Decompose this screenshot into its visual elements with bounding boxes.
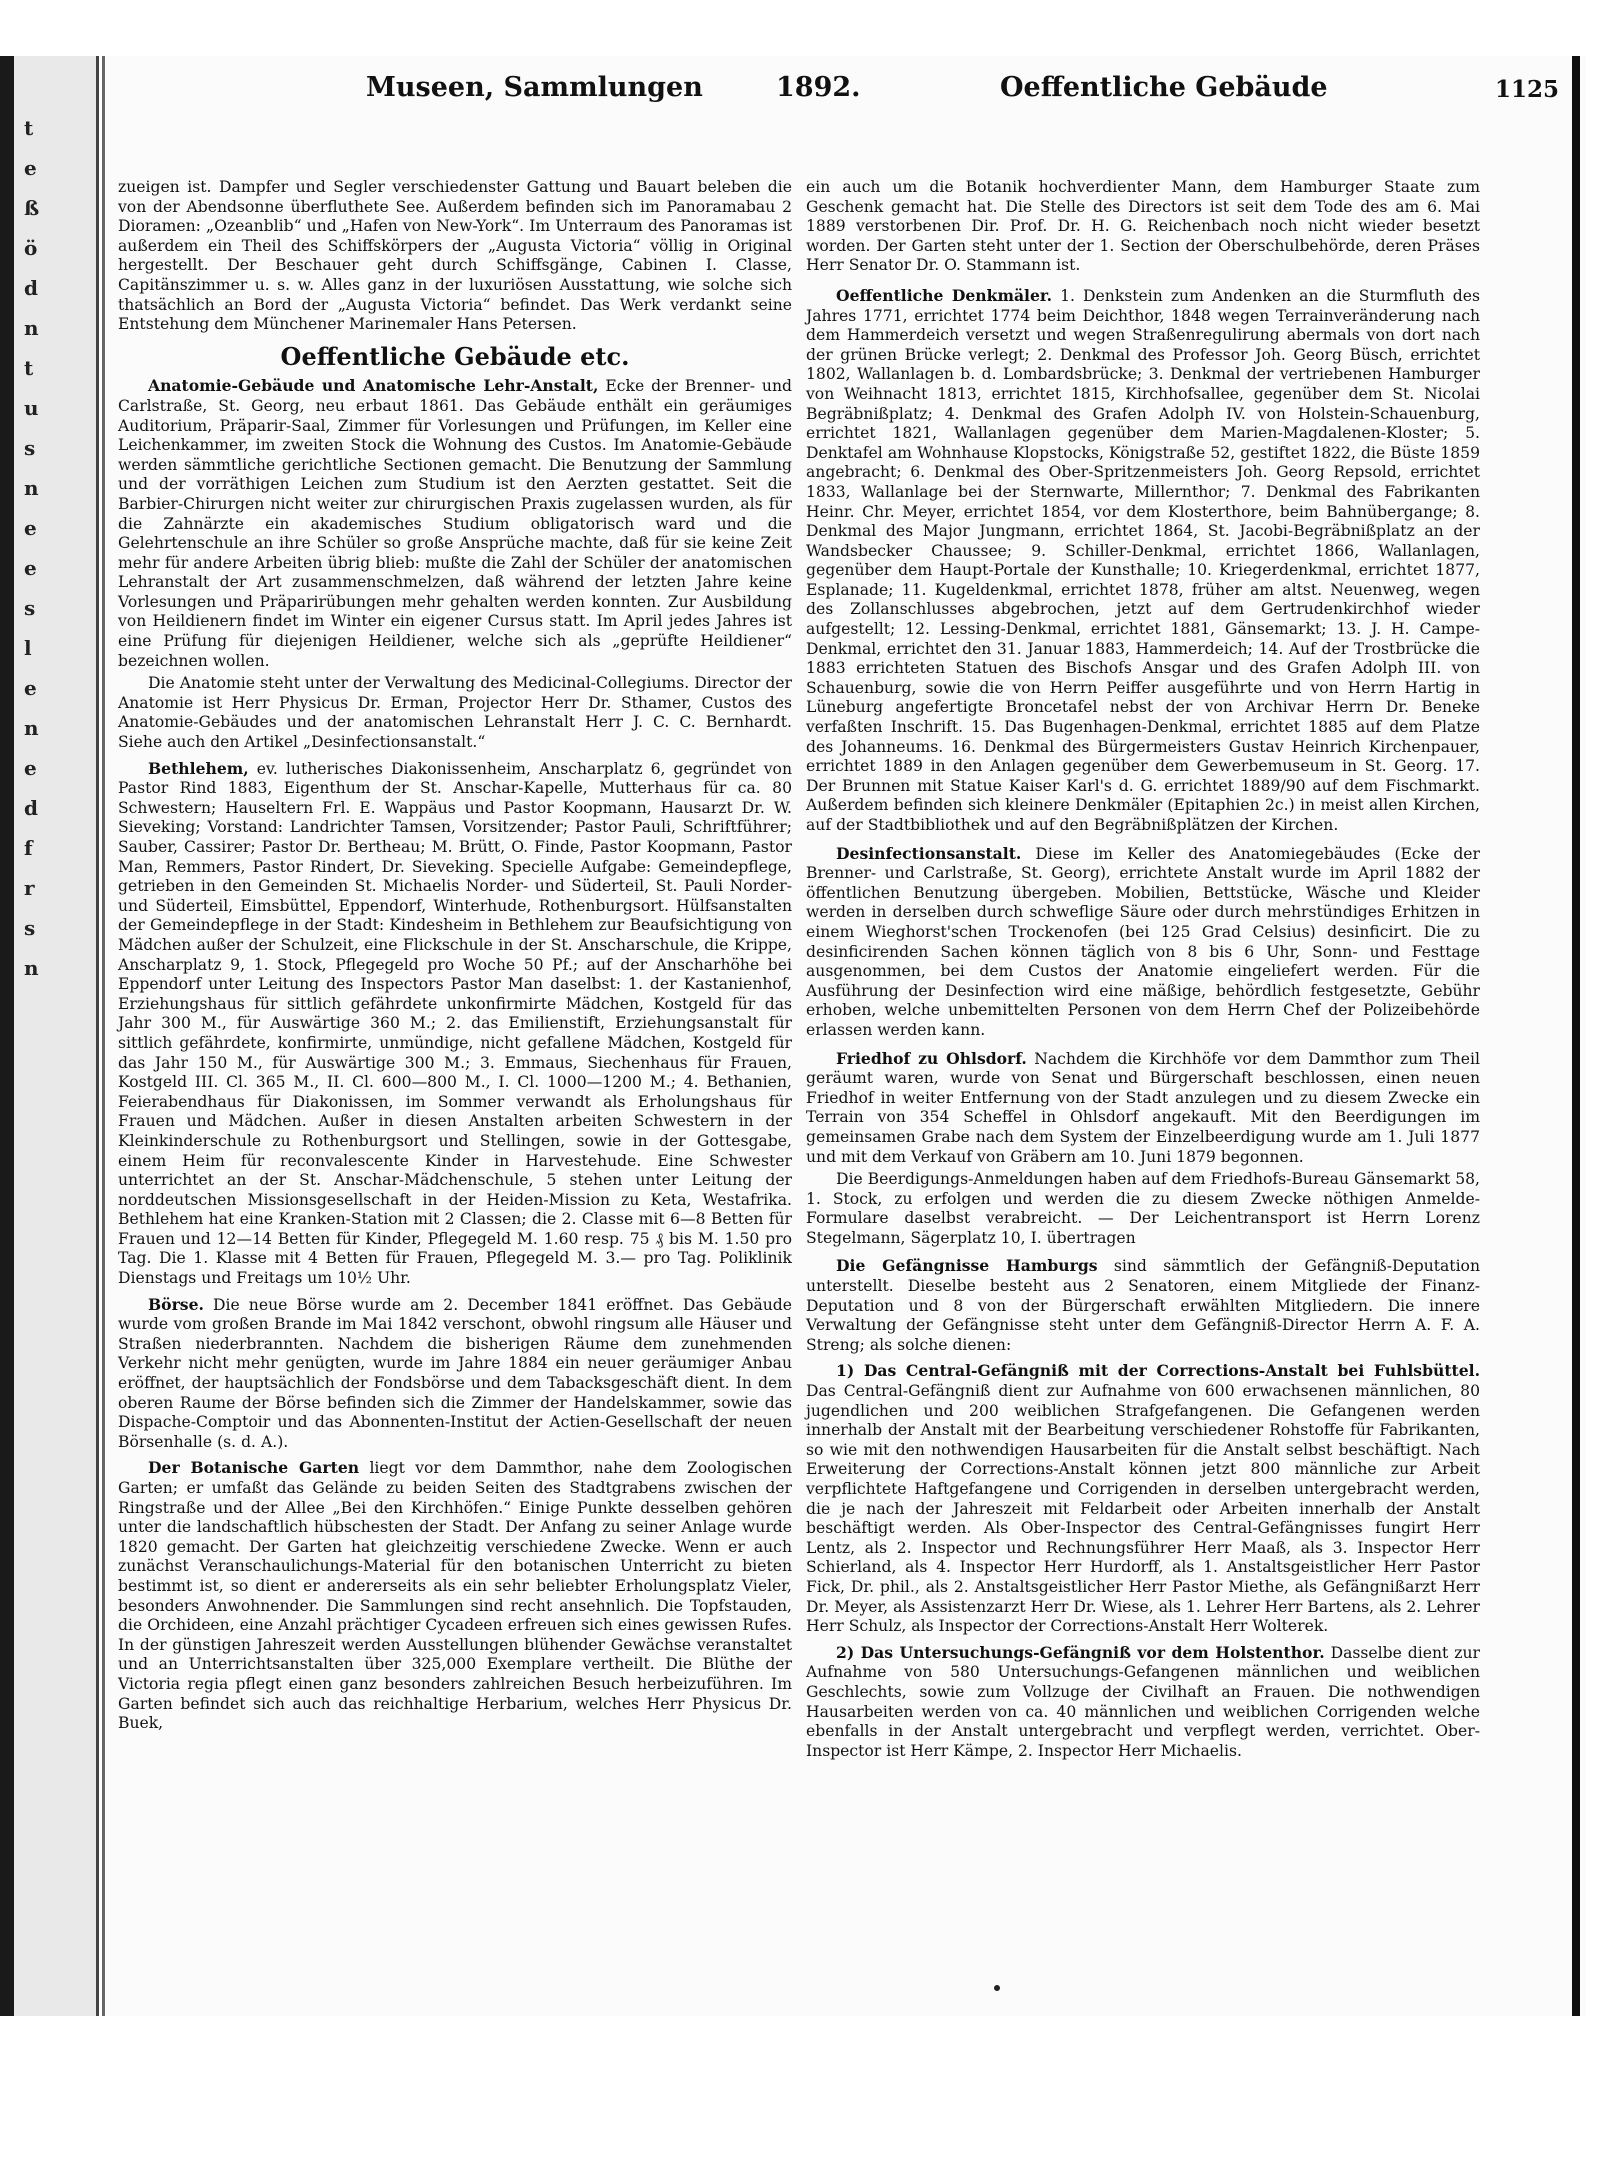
- book-gutter: [102, 56, 105, 2016]
- friedhof-text: Nachdem die Kirchhöfe vor dem Dammthor zum Theil geräumt waren, wurde von Senat und Bürgerschaft beschlossen, einen neuen Friedhof in weiter Entfernung von der Stadt anzulegen und zu diesem Zwecke ein Terrain von 354 Scheffel in Ohlsdorf angekauft. Mit den Beerdigungen im gemeinsamen Grabe nach dem System der Einzelbeerdigung wurde am 1. Juli 1877 und mit dem Verkauf von Gräbern am 10. Juni 1879 begonnen.: [806, 1049, 1480, 1166]
- desinfection-entry: [806, 844, 1480, 1041]
- prev-page-fragment: u: [24, 396, 39, 420]
- header-year: 1892.: [776, 72, 861, 103]
- section-heading: Oeffentliche Gebäude etc.: [280, 341, 630, 371]
- denkmaeler-text: 1. Denkstein zum Andenken an die Sturmfluth des Jahres 1771, errichtet 1774 beim Deichthor, 1848 wegen Terrainveränderung nach dem Hammerdeich versetzt und wegen Straßenregulirung abermals von dort nach der grünen Brücke verlegt; 2. Denkmal des Professor Joh. Georg Büsch, errichtet 1802, Wallanlagen b. d. Lombardsbrücke; 3. Denkmal der vertriebenen Hamburger von Weihnacht 1813, errichtet 1815, Kirchhofsallee, gegenüber dem St. Nicolai Begräbnißplatz; 4. Denkmal des Grafen Adolph IV. von Holstein-Schauenburg, errichtet 1821, Wallanlagen gegenüber dem Marien-Magdalenen-Kloster; 5. Denktafel am Wohnhause Klopstocks, Königstraße 52, gestiftet 1822, die Büste 1859 angebracht; 6. Denkmal des Ober-Spritzenmeisters Joh. Georg Repsold, errichtet 1833, Wallanlage bei der Sternwarte, Millernthor; 7. Denkmal des Fabrikanten Heinr. Chr. Meyer, errichtet 1854, vor dem Klosterthore, beim Bahnübergange; 8. Denkmal des Major Jungmann, errichtet 1864, St. Jacobi-Begräbnißplatz an der Wandsbecker Chaussee; 9. Schiller-Denkmal, errichtet 1866, Wallanlagen, gegenüber dem Haupt-Portale der Kunsthalle; 10. Kriegerdenkmal, errichtet 1877, Esplanade; 11. Kugeldenkmal, errichtet 1878, früher am altst. Neuenweg, wegen des Zollanschlusses abgebrochen, jetzt auf dem Gertrudenkirchhof wieder aufgestellt; 12. Lessing-Denkmal, errichtet 1881, Gänsemarkt; 13. J. H. Campe-Denkmal, errichtet den 31. Januar 1883, Hammerdeich; 14. Auf der Trostbrücke die 1883 errichteten Statuen des Bischofs Ansgar und des Grafen Adolph III. von Schauenburg, sowie die von Herrn Peiffer ausgeführte und von Herrn Hartig in Lüneburg angefertigte Broncetafel nebst der von Archivar Herrn Dr. Beneke verfaßten Inschrift. 15. Das Bugenhagen-Denkmal, errichtet 1885 auf dem Platze des Johanneums. 16. Denkmal des Bürgermeisters Gustav Heinrich Kirchenpauer, errichtet 1889 in den Anlagen gegenüber dem Gewerbemuseum in St. Georg. 17. Der Brunnen mit Statue Kaiser Karl's d. G. errichtet 1889/90 auf dem Fischmarkt. Außerdem befinden sich kleinere Denkmäler (Epitaphien 2c.) in meist allen Kirchen, auf der Stadtbibliothek und auf den Begräbnißplätzen der Kirchen.: [806, 286, 1480, 834]
- botanischer-garten-title: Der Botanische Garten: [148, 1458, 360, 1478]
- prev-page-fragment: e: [24, 156, 37, 180]
- gefaengnisse-text: sind sämmtlich der Gefängniß-Deputation unterstellt. Dieselbe besteht aus 2 Senatoren, einem Mitgliede der Finanz-Deputation und 8 von der Bürgerschaft erwählten Mitgliedern. Die innere Verwaltung der Gefängnisse steht unter dem Gefängniß-Director Herrn A. F. A. Streng; als solche dienen:: [806, 1257, 1480, 1354]
- prev-page-fragment: s: [24, 596, 36, 620]
- prev-page-fragment: e: [24, 676, 37, 700]
- gefaengnisse-entry: [806, 1256, 1480, 1355]
- prev-page-fragment: s: [24, 916, 36, 940]
- right-column: [806, 178, 1480, 1764]
- desinfection-title: Desinfectionsanstalt.: [836, 843, 1022, 863]
- gefaengnisse-title: Die Gefängnisse Hamburgs: [836, 1256, 1098, 1276]
- botanischer-garten-text: liegt vor dem Dammthor, nahe dem Zoologischen Garten; er umfaßt das Gelände zu beiden Seiten des Stadtgrabens zwischen der Ringstraße und der Allee „Bei den Kirchhöfen.“ Einige Punkte desselben gehören unter die landschaftlich hübschesten der Stadt. Der Anfang zu seiner Anlage wurde 1820 gemacht. Der Garten hat gleichzeitig verschiedene Zwecke. Wenn er auch zunächst Veranschaulichungs-Material für den botanischen Unterricht zu bieten bestimmt ist, so dient er andererseits als ein sehr beliebter Erholungsplatz Vieler, besonders Anwohnender. Die Sammlungen sind recht ansehnlich. Die Topfstauden, die Orchideen, eine Anzahl prächtiger Cycadeen erfreuen sich eines gewissen Rufes. In der günstigen Jahreszeit werden Ausstellungen blühender Gewächse veranstaltet und an Unterrichtsanstalten über 325,000 Exemplare vertheilt. Die Blüthe der Victoria regia pflegt einen ganz besonders zahlreichen Besuch herbeizuführen. Im Garten befindet sich auch das reichhaltige Herbarium, welches Herr Physicus Dr. Buek,: [118, 1459, 792, 1733]
- untersuchungs-gefaengniss-entry: [806, 1643, 1480, 1762]
- prev-page-fragment: e: [24, 556, 37, 580]
- boerse-text: Die neue Börse wurde am 2. December 1841 eröffnet. Das Gebäude wurde vom großen Brande im Mai 1842 verschont, obwohl ringsum alle Häuser und Straßen niederbrannten. Nachdem die bisherigen Räume dem zunehmenden Verkehr nicht mehr genügten, wurde im Jahre 1884 ein neuer geräumiger Anbau eröffnet, der hauptsächlich der Fondsbörse und dem Tabacksgeschäft dient. In dem oberen Raume der Börse befinden sich die Zimmer der Handelskammer, sowie das Dispache-Comptoir und das Abonnenten-Institut der Actien-Gesellschaft der neuen Börsenhalle (s. d. A.).: [118, 1295, 792, 1451]
- denkmaeler-title: Oeffentliche Denkmäler.: [836, 285, 1053, 305]
- prev-page-fragment: f: [24, 836, 33, 860]
- bethlehem-entry: [118, 759, 792, 1289]
- anatomie-administration: Die Anatomie steht unter der Verwaltung des Medicinal-Collegiums. Director der Anatomie ist Herr Physicus Dr. Erman, Projector Herr Dr. Sthamer, Custos des Anatomie-Gebäudes und der anatomischen Lehranstalt Herr J. C. C. Bernhardt. Siehe auch den Artikel „Desinfectionsanstalt.“: [118, 674, 792, 752]
- friedhof-entry: [806, 1049, 1480, 1168]
- bethlehem-text: ev. lutherisches Diakonissenheim, Anscharplatz 6, gegründet von Pastor Rind 1883, Eigenthum der St. Anschar-Kapelle, Mutterhaus für ca. 80 Schwestern; Hauseltern Frl. E. Wappäus und Pastor Koopmann, Hausarzt Dr. W. Sieveking; Vorstand: Landrichter Tamsen, Vorsitzender; Pastor Pauli, Schriftführer; Sauber, Cassirer; Pastor Dr. Bertheau; M. Brütt, O. Finde, Pastor Koopmann, Pastor Man, Remmers, Pastor Rindert, Dr. Sieveking. Specielle Aufgabe: Gemeindepflege, getrieben in den Gemeinden St. Michaelis Norder- und Süderteil, St. Pauli Norder- und Süderteil, Eimsbüttel, Eppendorf, Winterhude, Rothenburgsort. Hülfsanstalten der Gemeindepflege in der Stadt: Kindesheim in Bethlehem zur Beaufsichtigung von Mädchen außer der Schulzeit, eine Flickschule in der St. Anscharschule, die Krippe, Anscharplatz 9, 1. Stock, Pflegegeld pro Woche 50 Pf.; auf der Anscharhöhe bei Eppendorf unter Leitung des Inspectors Pastor Man daselbst: 1. der Kastanienhof, Erziehungshaus für sittlich gefährdete unkonfirmirte Mädchen, Kostgeld für das Jahr 300 M., für Auswärtige 360 M.; 2. das Emilienstift, Erziehungsanstalt für sittlich gefährdete, konfirmirte, unmündige, nicht gefallene Mädchen, Kostgeld für das Jahr 150 M., für Auswärtige 300 M.; 3. Emmaus, Siechenhaus für Frauen, Kostgeld III. Cl. 365 M., II. Cl. 600—800 M., I. Cl. 1000—1200 M.; 4. Bethanien, Feierabendhaus für Diakonissen, im Sommer verwandt als Erholungshaus für Frauen und Mädchen. Außer in diesen Anstalten arbeiten Schwestern in der Kleinkinderschule zu Rothenburgsort und Stellingen, sowie in der Gottesgabe, einem Heim für reconvalescente Kinder in Harvestehude. Eine Schwester unterrichtet an der St. Anschar-Mädchenschule, 5 stehen unter Leitung der norddeutschen Missionsgesellschaft in der Heiden-Mission zu Keta, Westafrika. Bethlehem hat eine Kranken-Station mit 2 Classen; die 2. Classe mit 6—8 Betten für Frauen und 12—14 Betten für Kinder, Pflegegeld M. 1.60 resp. 75 ₰ bis M. 1.50 pro Tag. Die 1. Klasse mit 4 Betten für Frauen, Pflegegeld M. 3.— pro Tag. Poliklinik Dienstags und Freitags um 10½ Uhr.: [118, 759, 792, 1288]
- prev-page-fragment: s: [24, 436, 36, 460]
- central-gefaengniss-entry: [806, 1361, 1480, 1636]
- boerse-entry: [118, 1295, 792, 1453]
- prev-page-fragment: t: [24, 356, 34, 380]
- prev-page-fragment: ö: [24, 236, 38, 260]
- anatomie-entry: [118, 376, 792, 671]
- scanner-left-edge: [0, 56, 14, 2016]
- scanner-right-edge: [1572, 56, 1580, 2016]
- page-footer-dot: [994, 1985, 1000, 1991]
- prev-page-fragment: t: [24, 116, 34, 140]
- untersuchungs-gefaengniss-title: 2) Das Untersuchungs-Gefängniß vor dem Holstenthor.: [836, 1642, 1325, 1662]
- prev-page-fragment: d: [24, 796, 38, 820]
- central-gefaengniss-text: Das Central-Gefängniß dient zur Aufnahme von 600 erwachsenen männlichen, 80 jugendlichen und 200 weiblichen Strafgefangenen. Die Gefangenen werden innerhalb der Anstalt mit der Bearbeitung verschiedener Rohstoffe für Fabrikanten, so wie mit den nothwendigen Hausarbeiten für die Anstalt selbst beschäftigt. Nach Erweiterung der Corrections-Anstalt können jetzt 800 männliche zur Arbeit verpflichtete Haftgefangene und Corrigenden in derselben untergebracht werden, die je nach der Jahreszeit mit Feldarbeit oder Arbeiten innerhalb der Anstalt beschäftigt werden. Als Ober-Inspector des Central-Gefängnisses fungirt Herr Lentz, als 2. Inspector und Rechnungsführer Herr Maaß, als 3. Inspector Herr Schierland, als 4. Inspector Herr Hurdorff, als 1. Anstaltsgeistlicher Herr Pastor Fick, Dr. phil., als 2. Anstaltsgeistlicher Herr Pastor Miethe, als Gefängnißarzt Herr Dr. Meyer, als Assistenzarzt Herr Dr. Wiese, als 1. Lehrer Herr Bartens, als 2. Lehrer Herr Schulz, als Inspector der Corrections-Anstalt Herr Wolterek.: [806, 1382, 1480, 1636]
- prev-page-fragment: d: [24, 276, 38, 300]
- denkmaeler-entry: [806, 286, 1480, 836]
- untersuchungs-gefaengniss-text: Dasselbe dient zur Aufnahme von 580 Untersuchungs-Gefangenen männlichen und weiblichen Geschlechts, sowie zum Vollzuge der Civilhaft an Frauen. Die nothwendigen Hausarbeiten werden von ca. 40 männlichen und weiblichen Corrigenden welche ebenfalls in der Anstalt untergebracht und verpflegt werden, verrichtet. Ober-Inspector ist Herr Kämpe, 2. Inspector Herr Michaelis.: [806, 1643, 1480, 1760]
- previous-page-strip: [14, 56, 99, 2016]
- prev-page-fragment: l: [24, 636, 32, 660]
- prev-page-fragment: n: [24, 476, 39, 500]
- botanischer-garten-entry: [118, 1458, 792, 1733]
- desinfection-text: Diese im Keller des Anatomiegebäudes (Ecke der Brenner- und Carlstraße, St. Georg), errichtete Anstalt wurde im April 1882 der öffentlichen Benutzung übergeben. Mobilien, Bettstücke, Wäsche und Kleider werden in derselben durch schweflige Säure oder durch mehrstündiges Erhitzen in einem Wieghorst'schen Trockenofen (bei 125 Grad Celsius) desinficirt. Die zu desinficirenden Sachen können täglich von 8 bis 6 Uhr, Sonn- und Festtage ausgenommen, bei dem Custos der Anatomie eingeliefert werden. Für die Ausführung der Desinfection wird eine mäßige, behördlich festgesetzte, Gebühr erhoben, welche unbemittelten Personen von dem Herrn Chef der Polizeibehörde erlassen werden kann.: [806, 844, 1480, 1039]
- prev-page-fragment: n: [24, 956, 39, 980]
- left-column: [118, 178, 792, 1737]
- central-gefaengniss-title: 1) Das Central-Gefängniß mit der Corrections-Anstalt bei Fuhlsbüttel.: [836, 1361, 1480, 1381]
- friedhof-registration: Die Beerdigungs-Anmeldungen haben auf dem Friedhofs-Bureau Gänsemarkt 58, 1. Stock, zu erfolgen und werden die zu diesem Zwecke nöthigen Anmelde-Formulare daselbst verabreicht. — Der Leichentransport ist Herrn Lorenz Stegelmann, Sägerplatz 10, I. übertragen: [806, 1170, 1480, 1247]
- botanischer-garten-continued: ein auch um die Botanik hochverdienter Mann, dem Hamburger Staate zum Geschenk gemacht hat. Die Stelle des Directors ist seit dem Tode des am 6. Mai 1889 verstorbenen Dir. Prof. Dr. H. G. Reichenbach noch nicht wieder besetzt worden. Der Garten steht unter der 1. Section der Oberschulbehörde, deren Präses Herr Senator Dr. O. Stammann ist.: [806, 178, 1480, 275]
- prev-page-fragment: ß: [24, 196, 40, 220]
- prev-page-fragment: n: [24, 716, 39, 740]
- anatomie-title: Anatomie-Gebäude und Anatomische Lehr-Anstalt,: [148, 376, 599, 396]
- panorama-paragraph: zueigen ist. Dampfer und Segler verschiedenster Gattung und Bauart beleben die von der Abendsonne überfluthete See. Außerdem befinden sich im Panoramabau 2 Dioramen: „Ozeanblib“ und „Hafen von New-York“. Im Unterraum des Panoramas ist außerdem ein Theil des Schiffskörpers der „Augusta Victoria“ völlig in Original hergestellt. Der Beschauer geht durch Schiffsgänge, Cabinen I. Classe, Capitänszimmer u. s. w. Alles ganz in der luxuriösen Ausstattung, wie solche sich thatsächlich an Bord der „Augusta Victoria“ befindet. Das Werk verdankt seine Entstehung dem Münchener Marinemaler Hans Petersen.: [118, 178, 792, 334]
- header-right-title: Oeffentliche Gebäude: [1000, 72, 1328, 103]
- prev-page-fragment: e: [24, 756, 37, 780]
- bethlehem-title: Bethlehem,: [148, 758, 249, 778]
- prev-page-fragment: e: [24, 516, 37, 540]
- prev-page-fragment: n: [24, 316, 39, 340]
- anatomie-text: Ecke der Brenner- und Carlstraße, St. Georg, neu erbaut 1861. Das Gebäude enthält ein geräumiges Auditorium, Präparir-Saal, Zimmer für Vorlesungen und Prüfungen, im Keller eine Leichenkammer, im zweiten Stock die Wohnung des Custos. Im Anatomie-Gebäude werden sämmtliche gerichtliche Sectionen gemacht. Die Benutzung der Sammlung und der vorräthigen Leichen zum Studium ist den Aerzten gestattet. Seit die Barbier-Chirurgen nicht weiter zur chirurgischen Praxis zugelassen wurden, als für die Zahnärzte ein akademisches Studium obligatorisch ward und die Gelehrtenschule an ihre Schüler so große Ansprüche machte, daß für sie keine Zeit mehr für andere Arbeiten übrig blieb: mußte die Zahl der Schüler der anatomischen Lehranstalt der Art zusammenschmelzen, daß während der letzten Jahre keine Vorlesungen und Präparirübungen mehr gehalten werden konnten. Zur Ausbildung von Heildienern findet im Winter ein eigener Cursus statt. Im April jedes Jahres ist eine Prüfung für diejenigen Heildiener, welche sich als „geprüfte Heildiener“ bezeichnen wollen.: [118, 377, 793, 670]
- friedhof-title: Friedhof zu Ohlsdorf.: [836, 1048, 1027, 1068]
- boerse-title: Börse.: [148, 1294, 204, 1314]
- prev-page-fragment: r: [24, 876, 35, 900]
- header-left-title: Museen, Sammlungen: [366, 72, 703, 103]
- page-number: 1125: [1495, 76, 1560, 103]
